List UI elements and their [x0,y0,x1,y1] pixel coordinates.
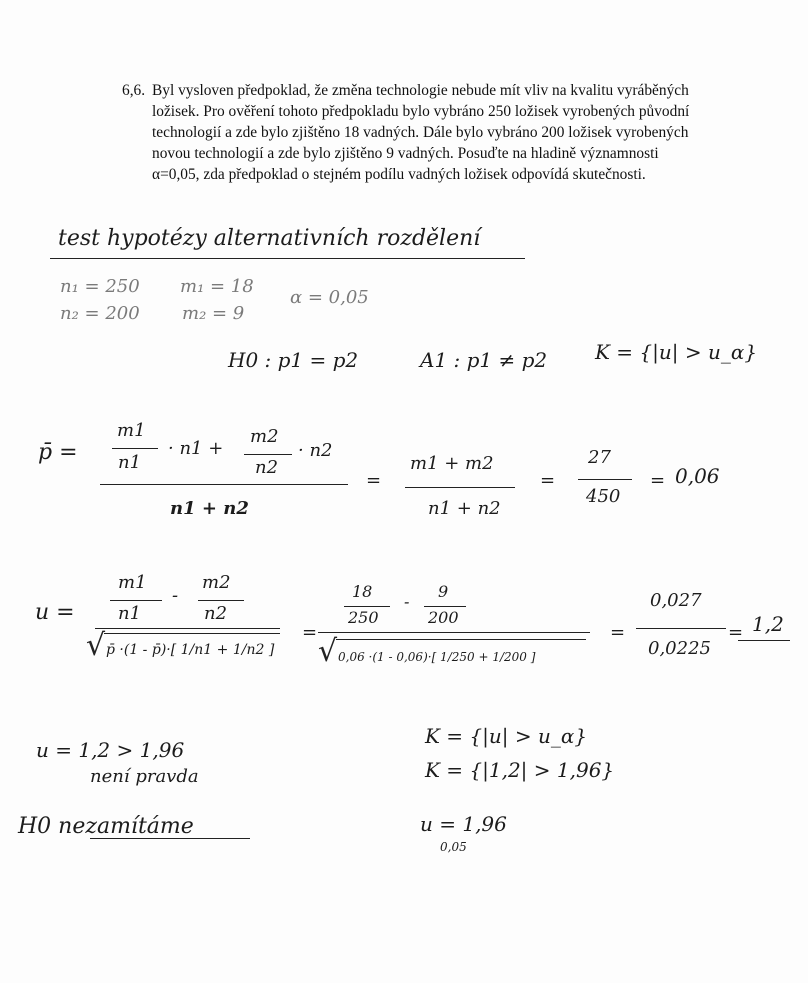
alt-hypothesis: A1 : p1 ≠ p2 [420,348,548,372]
critical-region: K = {|u| > u_α} [595,340,758,364]
sqrt-icon: √ [318,634,338,669]
problem-line: ložisek. Pro ověření tohoto předpokladu bylo vybráno 250 ložisek vyrobených původní [152,103,690,120]
u-frac-line [198,600,244,601]
u-value-bottom: 0,0225 [648,638,711,659]
pbar-mult1: · n1 + [168,438,224,459]
equals-sign: = [540,470,556,491]
u-frac-line [110,600,162,601]
u-minus: - [172,585,179,606]
pbar-frac-line [244,454,292,455]
sqrt-bar [104,633,280,634]
heading-underline [50,258,525,259]
u-result: 1,2 [752,612,784,636]
pbar-value-bottom: 450 [586,486,621,507]
u-denominator-values: 0,06 ·(1 - 0,06)·[ 1/250 + 1/200 ] [338,650,536,664]
given-n2: n₂ = 200 [60,303,140,324]
pbar-frac-line [112,448,158,449]
u-frac-line [424,606,466,607]
verdict: H0 nezamítáme [18,814,194,839]
pbar-denominator: n1 + n2 [170,498,249,519]
problem-line: technologií a zde bylo zjištěno 18 vadných. Dále bylo vybráno 200 ložisek vyrobených [152,124,689,141]
pbar-m1: m1 [117,420,146,441]
u-m2: m2 [202,572,231,593]
u-n2: n2 [204,603,228,624]
pbar-main-line [100,484,348,485]
result-underline [738,640,790,641]
problem-line: novou technologií a zde bylo zjištěno 9 vadných. Posuďte na hladině významnosti [152,145,659,162]
given-m2: m₂ = 9 [182,303,245,324]
pbar-value-top: 27 [588,447,611,468]
u-lhs: u = [35,600,75,625]
equals-sign: = [610,622,626,643]
pbar-simplified-top: m1 + m2 [410,453,494,474]
pbar-result: 0,06 [675,464,720,488]
verdict-underline [90,838,250,839]
u-9: 9 [438,582,449,601]
problem-line: α=0,05, zda předpoklad o stejném podílu vadných ložisek odpovídá skutečnosti. [152,166,646,183]
comparison: u = 1,2 > 1,96 [36,738,185,762]
pbar-simplified-bottom: n1 + n2 [428,498,501,519]
critical-region-general: K = {|u| > u_α} [425,724,588,748]
given-alpha: α = 0,05 [290,287,369,308]
sqrt-bar [336,639,586,640]
solution-heading: test hypotézy alternativních rozdělení [58,226,481,251]
critical-value: u = 1,96 [420,812,507,836]
equals-sign: = [302,622,318,643]
equals-sign: = [366,470,382,491]
u-m1: m1 [118,572,147,593]
u-200: 200 [428,608,459,627]
pbar-lhs: p̄ = [38,440,78,465]
u-frac-line [344,606,390,607]
equals-sign: = [728,622,744,643]
equals-sign: = [650,470,666,491]
problem-number: 6,6. [122,82,146,99]
pbar-m2: m2 [250,426,279,447]
u-main-line [95,628,280,629]
u-18: 18 [352,582,373,601]
u-n1: n1 [118,603,142,624]
pbar-frac-line [405,487,515,488]
problem-statement [122,80,750,185]
u-value-top: 0,027 [650,590,702,611]
pbar-n2: n2 [255,457,279,478]
pbar-n1: n1 [118,452,142,473]
comparison-note: není pravda [90,766,199,787]
given-m1: m₁ = 18 [180,276,254,297]
null-hypothesis: H0 : p1 = p2 [228,348,359,372]
u-250: 250 [348,608,379,627]
critical-region-numeric: K = {|1,2| > 1,96} [425,758,615,782]
u-denominator: p̄ ·(1 - p̄)·[ 1/n1 + 1/n2 ] [106,642,275,658]
u-main-line [318,632,590,633]
given-n1: n₁ = 250 [60,276,140,297]
u-frac-line [636,628,726,629]
pbar-frac-line [578,479,632,480]
sqrt-icon: √ [86,628,106,663]
critical-value-subscript: 0,05 [440,840,467,854]
u-minus: - [404,592,410,611]
problem-line: Byl vysloven předpoklad, že změna technologie nebude mít vliv na kvalitu vyráběných [152,82,689,99]
pbar-mult2: · n2 [298,440,333,461]
